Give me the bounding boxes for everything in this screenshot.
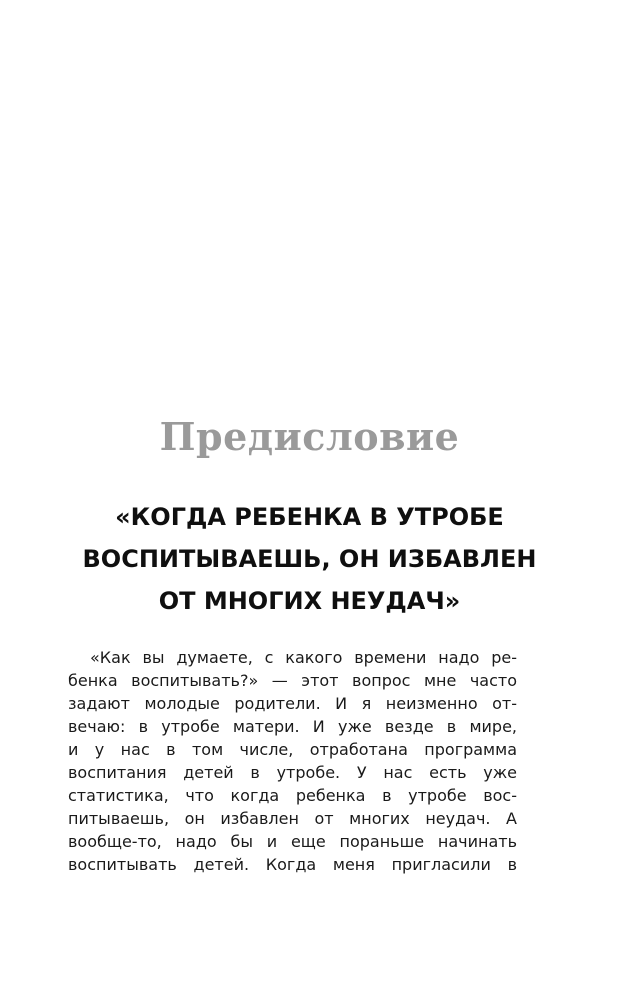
chapter-title: Предисловие [159,414,460,459]
body-line: статистика, что когда ребенка в утробе вос- [68,786,517,805]
chapter-subtitle [40,496,579,622]
body-line: вечаю: в утробе матери. И уже везде в мире, [68,717,517,736]
body-line: воспитывать детей. Когда меня пригласили в [68,855,517,874]
body-line: питываешь, он избавлен от многих неудач. А [68,809,517,828]
body-line: вообще-то, надо бы и еще пораньше начинать [68,832,517,851]
body-paragraph [68,646,517,876]
subtitle-line: ОТ МНОГИХ НЕУДАЧ» [158,587,461,615]
body-line: воспитания детей в утробе. У нас есть уже [68,763,517,782]
body-line: задают молодые родители. И я неизменно от- [68,694,517,713]
subtitle-line: «КОГДА РЕБЕНКА В УТРОБЕ [115,503,504,531]
subtitle-line: ВОСПИТЫВАЕШЬ, ОН ИЗБАВЛЕН [82,545,537,573]
body-line: «Как вы думаете, с какого времени надо ре- [90,648,517,667]
body-line: бенка воспитывать?» — этот вопрос мне часто [68,671,517,690]
body-line: и у нас в том числе, отработана программа [68,740,517,759]
